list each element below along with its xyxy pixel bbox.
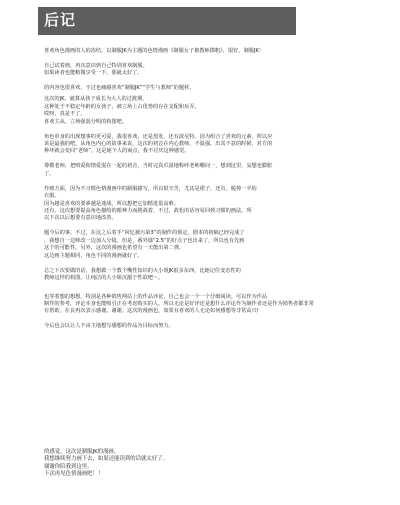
paragraph-line: 教师这样的构图。让纯洁的大小姐沉溺于性欲吧～。 [44, 275, 164, 282]
paragraph-line: 喜欢角色漫画的人的冻结。以制服JK为主题的色情漫画《制服女子被教师掷粗》，很好，制服JK！ [44, 48, 264, 54]
signature-line: 下次再见色情漫画吧！！ [44, 470, 104, 477]
paragraph-line: 总之下次要做的话，我想做一个教个嘴性知识的大小姐JK很多东西，比她记住变态性的 [44, 267, 241, 274]
paragraph-line: 哎呀，真是不了。 [44, 111, 86, 118]
paragraph-line: 有帮助。在良再次表示感谢。谢谢。这次的漫画也，如果有喜欢的人无论如何感想等非常高兴! [44, 308, 259, 315]
paragraph-line: 今后也会以让人不由主地想写感想的作品为目标而努力。 [44, 323, 174, 330]
paragraph-line: 尊敬老师，把喷爱和情爱混在一起的初音，当时完真爪滋地称呼老师哪问一，想到这里，妄想也膨胀 [44, 163, 273, 170]
paragraph-line: 该是最强的吧。从角色内心的故事来说，这次的初音在内心教师，不温强。出其不意的时候，对方的 [44, 141, 273, 148]
header-bar [38, 7, 296, 34]
paragraph-line: 了。 [44, 170, 55, 177]
signature-line: 谢谢你陪我到这里。 [44, 463, 93, 470]
paragraph [44, 230, 380, 260]
afterword-body [44, 48, 380, 338]
paragraph [44, 134, 380, 156]
paragraph-line: 作画方面，因为不习惯色情漫画中的制服描写，所以很辛苦，尤其是裙子，还有，脱掉一半的 [44, 185, 257, 192]
paragraph-line: 衣服。 [44, 193, 60, 200]
paragraph [44, 96, 380, 126]
header-divider [38, 34, 296, 35]
paragraph-line: 这个的可能性。另外，这次的漫画也希望有一天能出第二弹。 [44, 245, 185, 252]
paragraph [44, 186, 380, 223]
paragraph [44, 85, 380, 92]
paragraph-line: 题今后的事，不过，在这之后着手“回忆被污染3”的制作的预定。剧本的初稿已经完成了 [44, 230, 245, 237]
paragraph-line: 如果读者也能稍微享受一下，那就太好了。 [44, 70, 143, 77]
paragraph-line: 自己试着画，再次意识到自己特别喜欢制服。 [44, 63, 148, 69]
paragraph-line: 这次的JK，就算从孩子成长为大人的过渡期， [44, 96, 148, 103]
paragraph-line: 的内容也很喜欢，不过也痛感喜欢“制服JK”“学生与教师”的题材。 [44, 85, 195, 92]
paragraph-line: 这种处于不稳定年龄的女孩子，被立场上占优势的存在支配和玩弄。 [44, 103, 200, 110]
paragraph-line: 因为越是喜欢的要素越是迷战，所以想把它加精进很高难。 [44, 200, 179, 207]
paragraph-line: 还有，这次想要提高角色描绘的眼神力而挑战着，不过，故松的话容易回到习惯的画法，所 [44, 208, 252, 215]
page-title: 后记 [44, 11, 77, 29]
paragraph-line: 也等着想的想想。特别是各种销售网站上的作品评论，自己也会一个一个仔细阅读。可以作为作品 [44, 293, 268, 300]
signature-line: 的感觉，这次是制服JK的漫画。 [44, 449, 120, 455]
paragraph-line: ，我想自一边帅改一边加入分镜。但是，番外篇“2.5”的好点子也出来了，所以也有先画 [44, 237, 245, 244]
closing-signature [44, 449, 244, 478]
paragraph-line: 角色单身的出现想事的更可爱，我很喜欢，还是黑发、还有波尼特。因为组合了喜欢的元素，所以应 [44, 133, 273, 140]
paragraph [44, 163, 380, 178]
paragraph [44, 63, 380, 78]
paragraph-line: 这边画主题相同，角色不同的漫画就好了。 [44, 252, 143, 259]
paragraph [44, 323, 380, 330]
paragraph [44, 48, 380, 55]
paragraph-line: 制作的参考，评论本身也能吸引正在考虑购买的人，所以无论是好评还是想什么评论作为制作者还是作为销售者都非常 [44, 300, 314, 307]
paragraph [44, 268, 380, 283]
signature-line: 我想继续努力画下去，如果还能读到的话就太好了。 [44, 456, 168, 463]
paragraph [44, 294, 380, 316]
paragraph-line: 喜欢主从、立场强弱分明的构图吧。 [44, 118, 128, 125]
paragraph-line: 以下次以后想要有意识地改善。 [44, 215, 117, 222]
paragraph-line: 种坏就会变回“老师”，这是她个人的商点，我不讨厌这种感觉。 [44, 148, 190, 155]
